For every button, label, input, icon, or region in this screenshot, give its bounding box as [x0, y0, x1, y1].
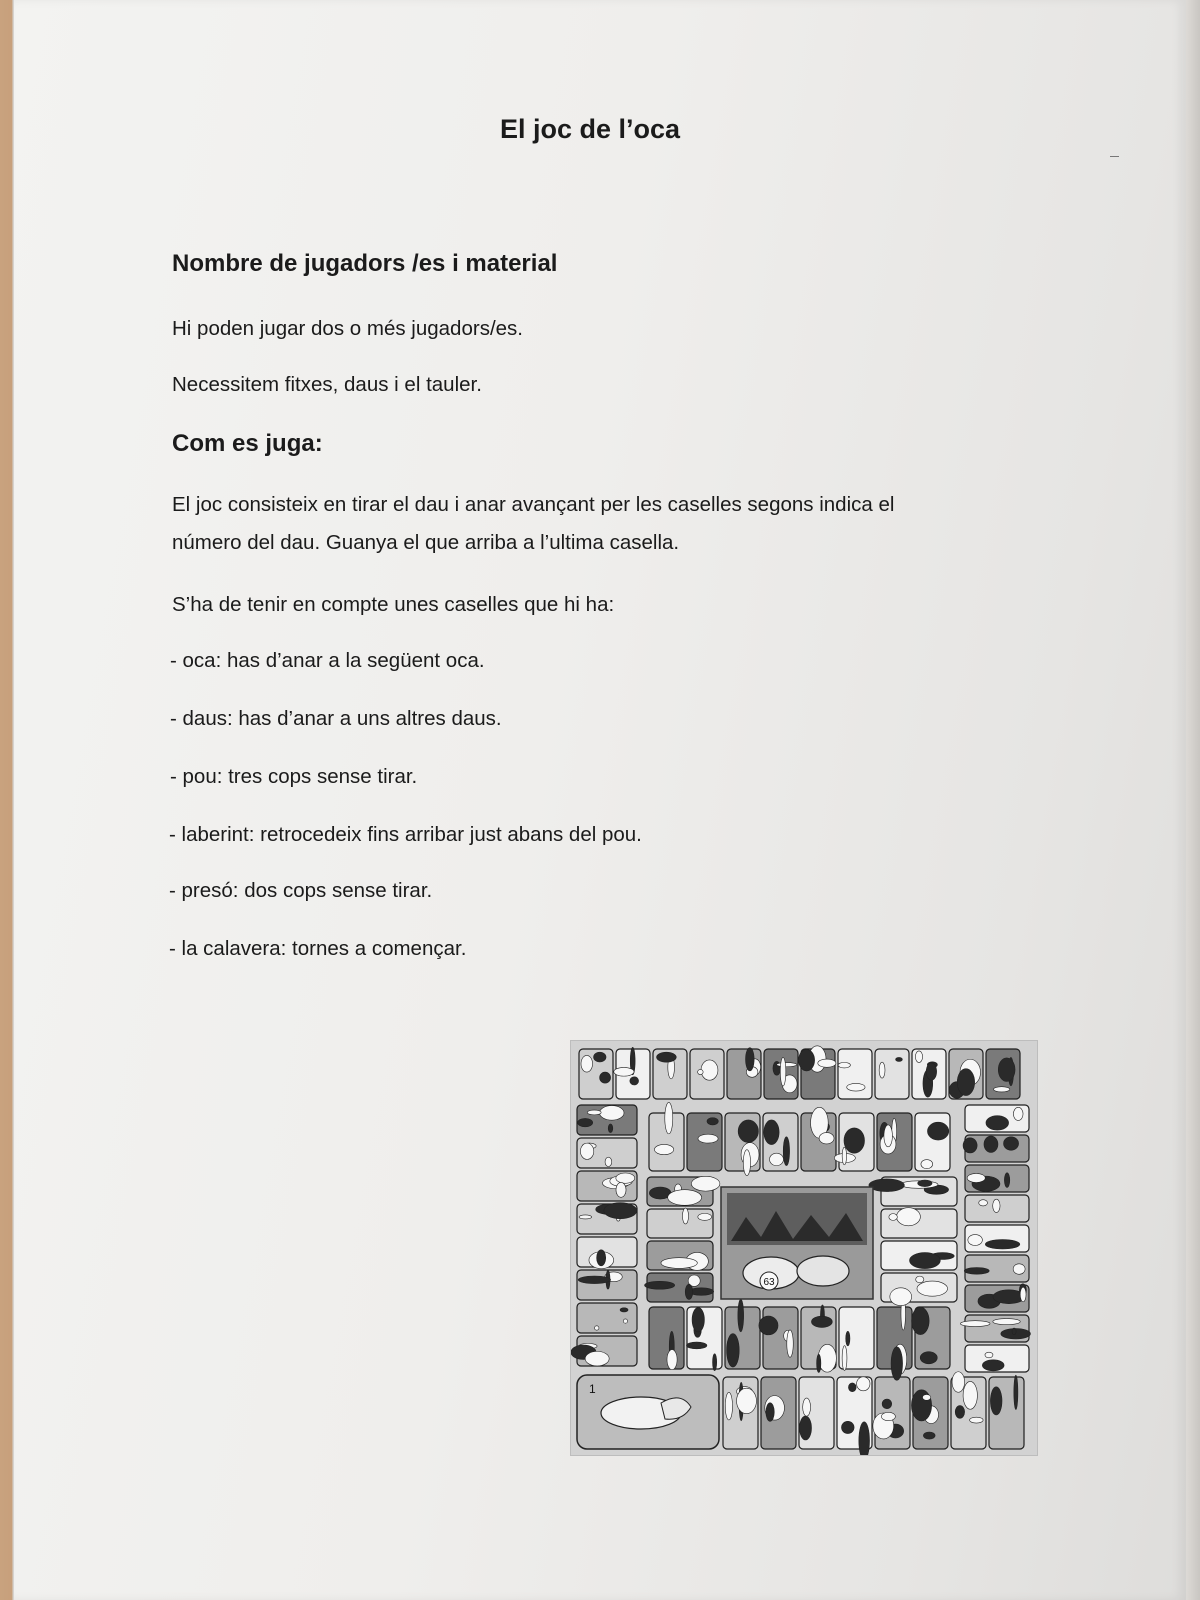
paper-sheet — [14, 0, 1186, 1600]
goose-board-image — [570, 1040, 1038, 1456]
rule-item: - laberint: retrocedeix fins arribar just abans del pou. — [169, 823, 642, 846]
section-heading-players: Nombre de jugadors /es i material — [172, 250, 558, 277]
start-square-number: 1 — [589, 1382, 596, 1396]
rule-item: - oca: has d’anar a la següent oca. — [170, 649, 485, 672]
special-squares-intro: S’ha de tenir en compte unes caselles que hi ha: — [172, 593, 615, 616]
players-line: Hi poden jugar dos o més jugadors/es. — [172, 317, 523, 340]
goose-board-drawing — [571, 1041, 1037, 1455]
board-start-square — [577, 1375, 719, 1449]
rule-item: - presó: dos cops sense tirar. — [169, 879, 433, 902]
rule-item: - pou: tres cops sense tirar. — [170, 765, 418, 788]
how-to-play-paragraph: El joc consisteix en tirar el dau i anar avançant per les caselles segons indica el número del dau. Guanya el que arriba a l’ultima casella. — [172, 493, 895, 554]
board-center-panel — [721, 1187, 873, 1299]
rule-item: - daus: has d’anar a uns altres daus. — [170, 707, 502, 730]
document-title: El joc de l’oca — [500, 114, 681, 144]
center-square-number: 63 — [763, 1277, 775, 1288]
material-line: Necessitem fitxes, daus i el tauler. — [172, 373, 482, 396]
paper-speck — [1110, 156, 1119, 157]
section-heading-how-to-play: Com es juga: — [172, 430, 323, 457]
rule-item: - la calavera: tornes a començar. — [169, 937, 467, 960]
